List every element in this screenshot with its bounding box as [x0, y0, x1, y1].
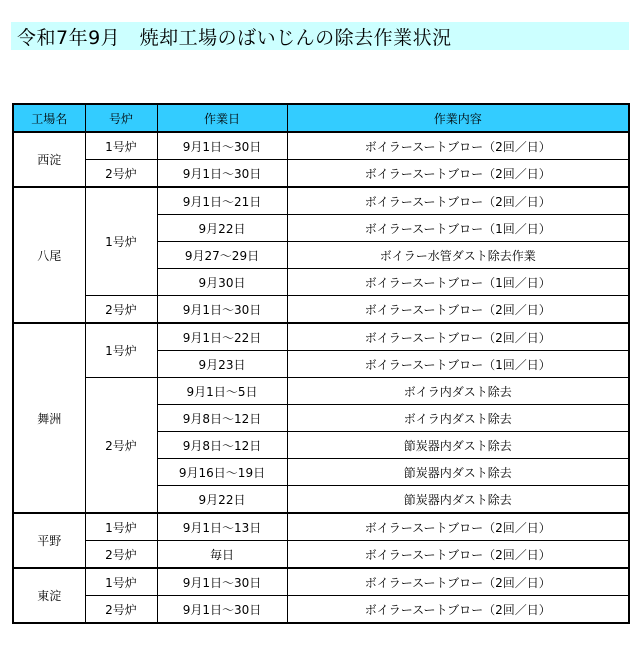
work-task-cell: ボイラースートブロー（1回／日）	[287, 215, 629, 242]
plant-name-cell: 平野	[13, 513, 85, 568]
work-date-cell: 9月30日	[157, 269, 287, 296]
work-task-cell: ボイラースートブロー（2回／日）	[287, 513, 629, 541]
table-row	[13, 596, 629, 624]
work-date-cell: 9月22日	[157, 486, 287, 514]
work-task-cell: ボイラースートブロー（1回／日）	[287, 269, 629, 296]
work-date-cell: 9月1日～30日	[157, 160, 287, 188]
furnace-name-cell: 1号炉	[85, 187, 157, 296]
table-row	[13, 323, 629, 351]
table-body	[13, 132, 629, 623]
work-status-table	[12, 103, 630, 624]
work-date-cell: 9月27～29日	[157, 242, 287, 269]
work-task-cell: ボイラ内ダスト除去	[287, 378, 629, 405]
table-row	[13, 541, 629, 569]
furnace-name-cell: 1号炉	[85, 323, 157, 378]
table-header-row	[13, 104, 629, 132]
furnace-name-cell: 2号炉	[85, 541, 157, 569]
furnace-name-cell: 2号炉	[85, 160, 157, 188]
work-date-cell: 9月23日	[157, 351, 287, 378]
work-task-cell: ボイラースートブロー（2回／日）	[287, 187, 629, 215]
furnace-name-cell: 2号炉	[85, 296, 157, 324]
work-date-cell: 9月1日～13日	[157, 513, 287, 541]
work-task-cell: ボイラースートブロー（1回／日）	[287, 351, 629, 378]
header-furnace: 号炉	[85, 104, 157, 132]
work-task-cell: ボイラースートブロー（2回／日）	[287, 160, 629, 188]
work-task-cell: ボイラースートブロー（2回／日）	[287, 323, 629, 351]
work-date-cell: 9月8日～12日	[157, 432, 287, 459]
work-date-cell: 9月8日～12日	[157, 405, 287, 432]
work-task-cell: ボイラースートブロー（2回／日）	[287, 296, 629, 324]
furnace-name-cell: 1号炉	[85, 513, 157, 541]
table-row	[13, 568, 629, 596]
table-row	[13, 296, 629, 324]
work-task-cell: ボイラースートブロー（2回／日）	[287, 541, 629, 569]
table-row	[13, 132, 629, 160]
work-date-cell: 9月16日～19日	[157, 459, 287, 486]
page-title-bar	[11, 22, 629, 50]
header-task: 作業内容	[287, 104, 629, 132]
furnace-name-cell: 1号炉	[85, 568, 157, 596]
work-date-cell: 9月1日～30日	[157, 568, 287, 596]
work-date-cell: 9月1日～30日	[157, 132, 287, 160]
page-title: 令和7年9月 焼却工場のばいじんの除去作業状況	[17, 26, 452, 49]
plant-name-cell: 八尾	[13, 187, 85, 323]
work-date-cell: 9月1日～21日	[157, 187, 287, 215]
work-task-cell: 節炭器内ダスト除去	[287, 459, 629, 486]
work-task-cell: 節炭器内ダスト除去	[287, 432, 629, 459]
work-date-cell: 9月1日～22日	[157, 323, 287, 351]
work-task-cell: ボイラ内ダスト除去	[287, 405, 629, 432]
table-row	[13, 378, 629, 405]
work-date-cell: 9月1日～5日	[157, 378, 287, 405]
header-plant: 工場名	[13, 104, 85, 132]
table-row	[13, 187, 629, 215]
work-date-cell: 9月1日～30日	[157, 296, 287, 324]
table-row	[13, 513, 629, 541]
work-task-cell: ボイラー水管ダスト除去作業	[287, 242, 629, 269]
table-row	[13, 160, 629, 188]
work-date-cell: 9月22日	[157, 215, 287, 242]
work-task-cell: 節炭器内ダスト除去	[287, 486, 629, 514]
work-date-cell: 9月1日～30日	[157, 596, 287, 624]
plant-name-cell: 西淀	[13, 132, 85, 187]
plant-name-cell: 舞洲	[13, 323, 85, 513]
plant-name-cell: 東淀	[13, 568, 85, 623]
furnace-name-cell: 2号炉	[85, 596, 157, 624]
header-date: 作業日	[157, 104, 287, 132]
furnace-name-cell: 2号炉	[85, 378, 157, 514]
work-task-cell: ボイラースートブロー（2回／日）	[287, 568, 629, 596]
work-task-cell: ボイラースートブロー（2回／日）	[287, 132, 629, 160]
work-task-cell: ボイラースートブロー（2回／日）	[287, 596, 629, 624]
work-date-cell: 毎日	[157, 541, 287, 569]
furnace-name-cell: 1号炉	[85, 132, 157, 160]
